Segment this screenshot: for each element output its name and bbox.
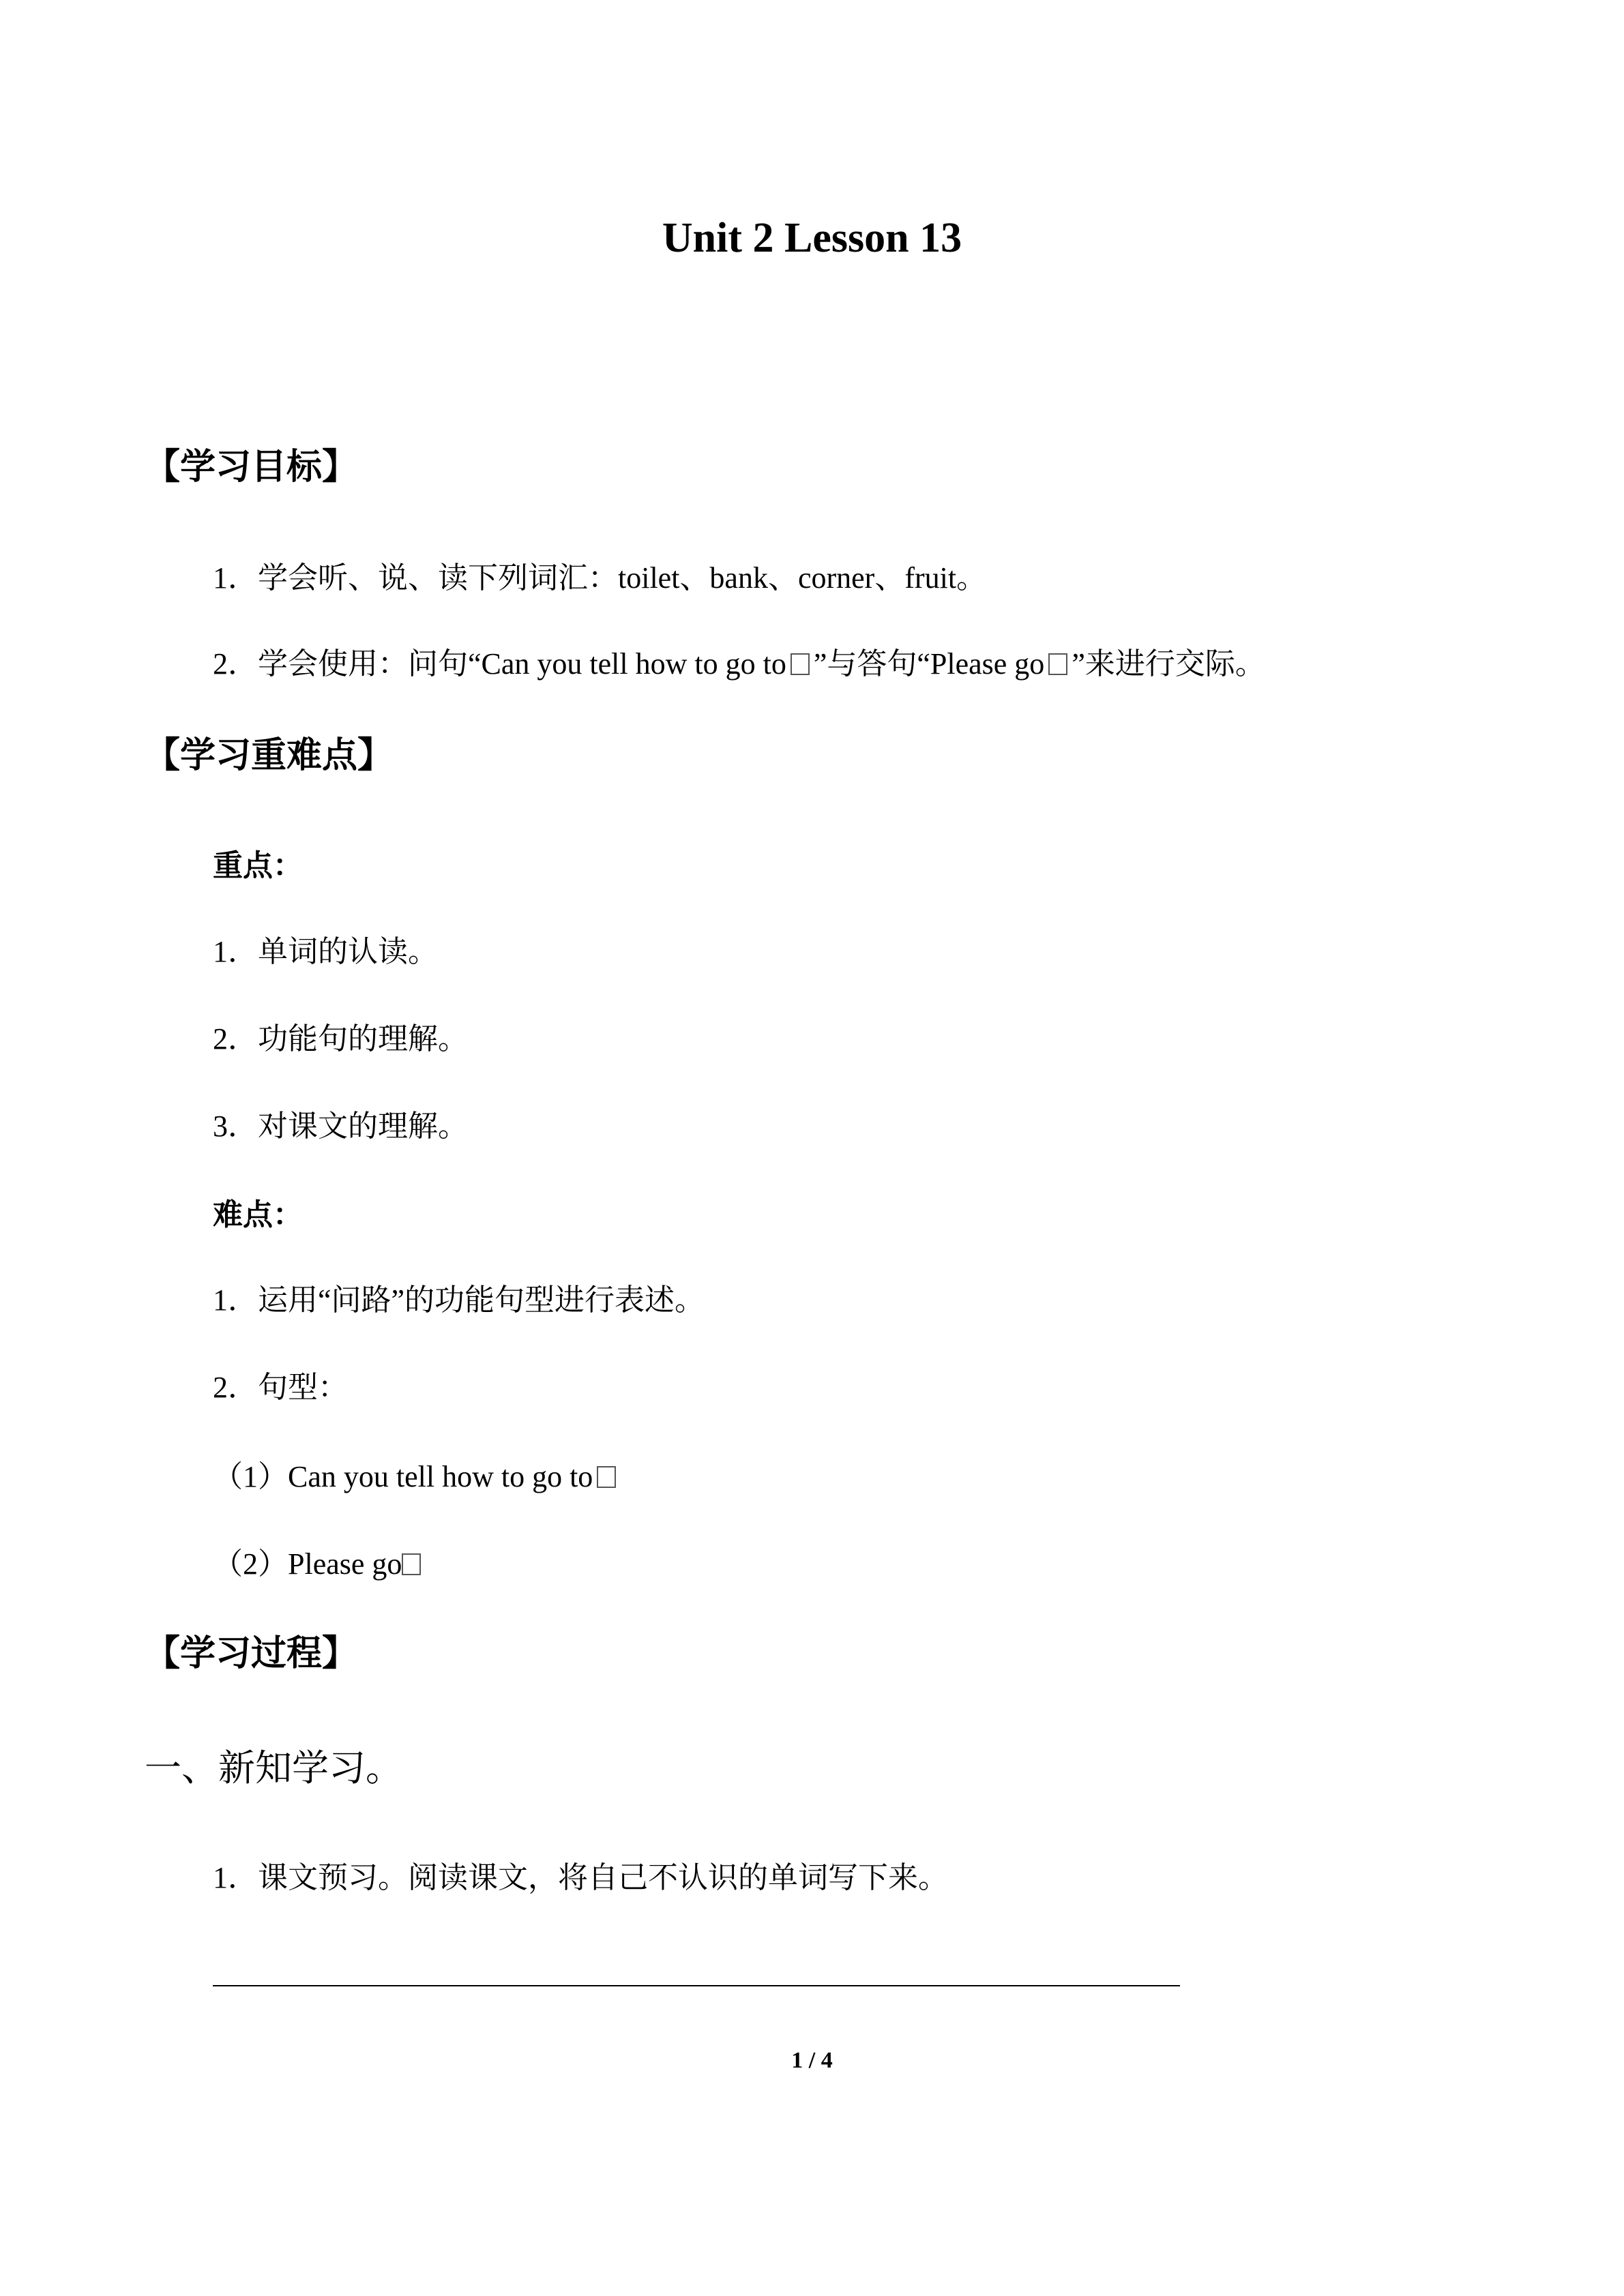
focus-item-2: 2．功能句的理解。 bbox=[213, 1022, 468, 1056]
objective-item-2-part-b: ”与答句“Please go bbox=[813, 647, 1045, 681]
placeholder-box-icon bbox=[791, 653, 810, 675]
difficulty-item-2: 2．句型： bbox=[213, 1371, 348, 1404]
placeholder-box-icon bbox=[402, 1553, 421, 1575]
focus-label: 重点： bbox=[213, 849, 303, 882]
process-heading: 【学习过程】 bbox=[145, 1635, 358, 1673]
page-number: 1 / 4 bbox=[791, 2048, 833, 2073]
sentence-pattern-2 bbox=[213, 1549, 425, 1579]
sentence-pattern-2-text: （2）Please go bbox=[213, 1547, 402, 1581]
sentence-pattern-1-text: （1）Can you tell how to go to bbox=[213, 1460, 593, 1493]
objective-item-1: 1．学会听、说、读下列词汇：toilet、bank、corner、fruit。 bbox=[213, 561, 987, 595]
objective-item-2-part-c: ”来进行交际。 bbox=[1072, 647, 1265, 681]
focus-item-1: 1．单词的认读。 bbox=[213, 935, 438, 968]
placeholder-box-icon bbox=[1048, 653, 1067, 675]
difficulty-label: 难点： bbox=[213, 1198, 303, 1232]
answer-line bbox=[213, 1985, 1180, 1986]
document-title: Unit 2 Lesson 13 bbox=[662, 215, 962, 261]
difficulty-item-1: 1．运用“问路”的功能句型进行表述。 bbox=[213, 1283, 705, 1317]
key-points-heading: 【学习重难点】 bbox=[145, 736, 394, 775]
objectives-heading: 【学习目标】 bbox=[145, 448, 358, 487]
focus-item-3: 3．对课文的理解。 bbox=[213, 1109, 468, 1143]
objective-item-2 bbox=[213, 649, 1265, 679]
task-item-1: 1．课文预习。阅读课文，将自己不认识的单词写下来。 bbox=[213, 1861, 948, 1894]
placeholder-box-icon bbox=[597, 1466, 616, 1488]
section-new-knowledge: 一、新知学习。 bbox=[145, 1748, 402, 1789]
objective-item-2-part-a: 2．学会使用：问句“Can you tell how to go to bbox=[213, 647, 786, 681]
sentence-pattern-1 bbox=[213, 1462, 620, 1492]
